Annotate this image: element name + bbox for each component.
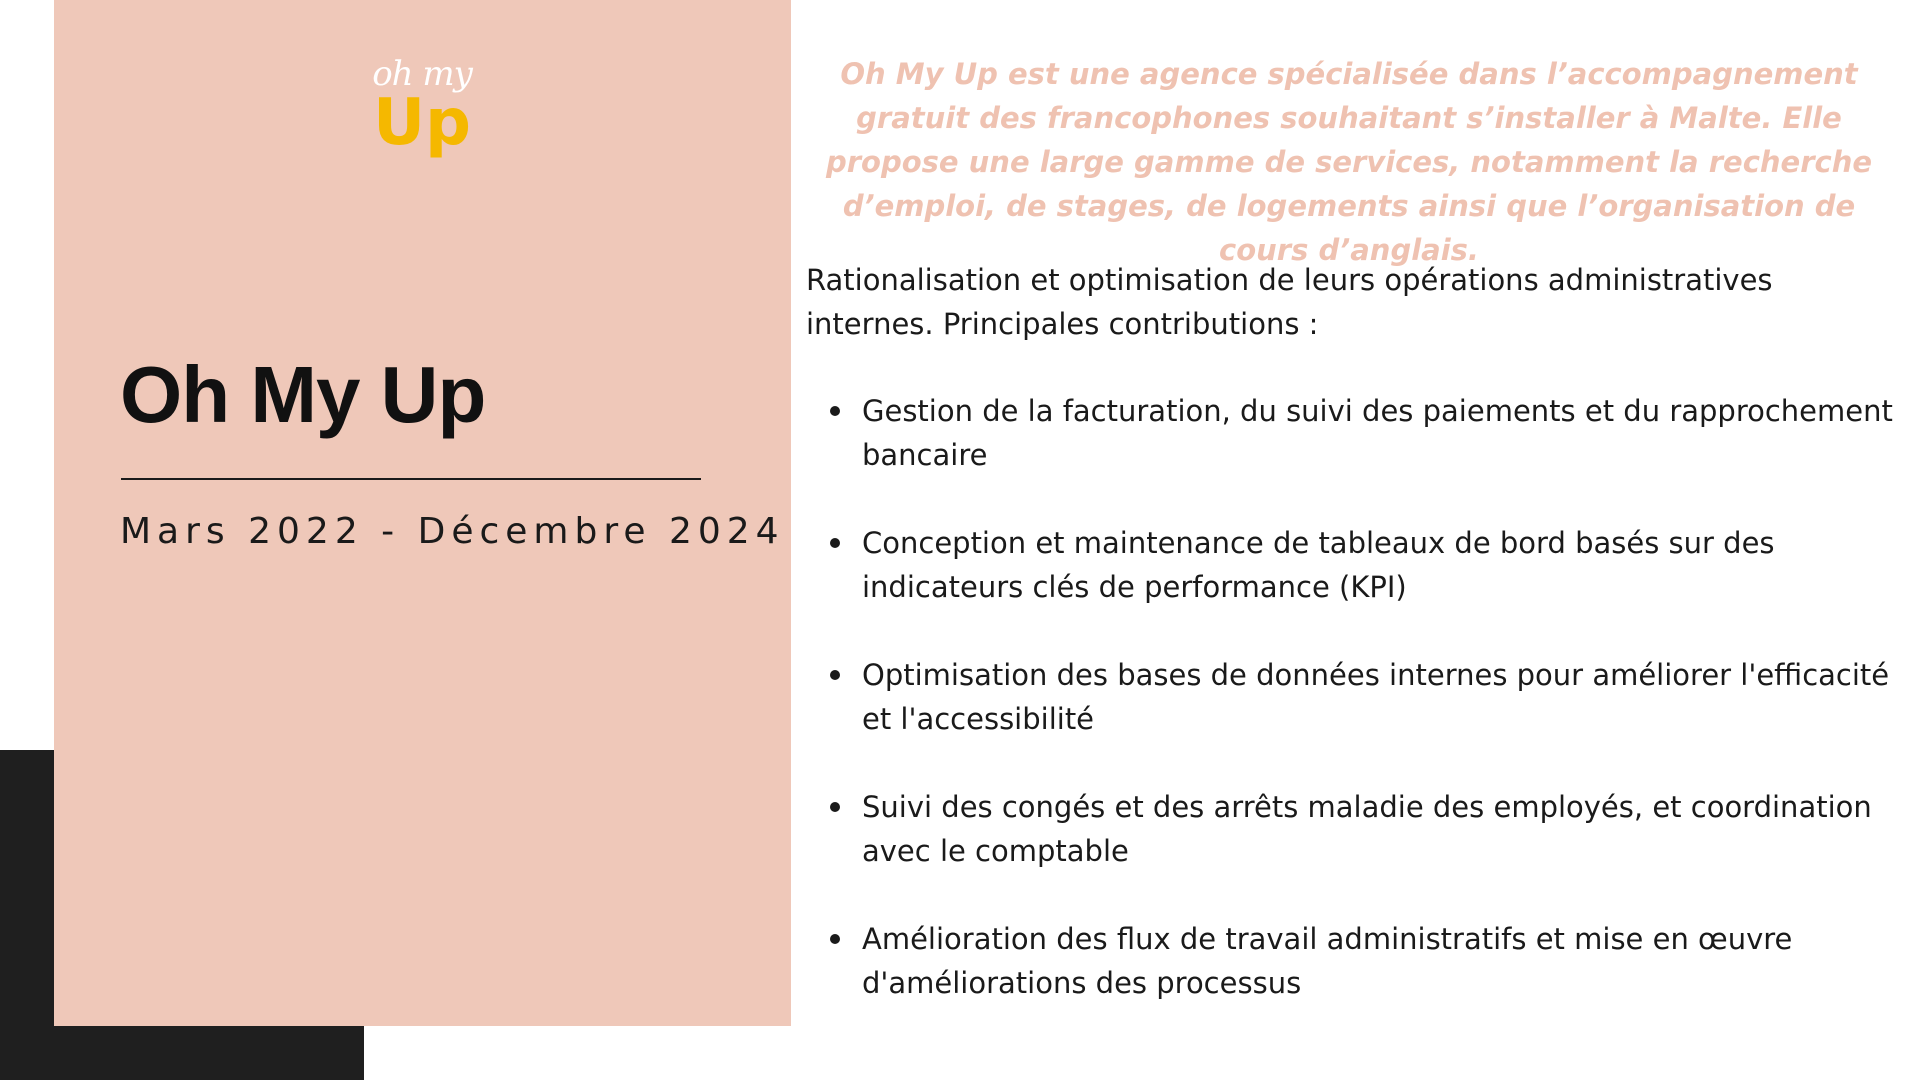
contribution-text: Amélioration des flux de travail administratifs et mise en œuvre d'améliorations des processus [862, 922, 1793, 1000]
contributions-list [806, 389, 1896, 1049]
bullet-icon [830, 538, 840, 548]
contribution-text: Conception et maintenance de tableaux de bord basés sur des indicateurs clés de performance (KPI) [862, 526, 1775, 604]
logo-main-text: Up [373, 86, 471, 160]
bullet-icon [830, 406, 840, 416]
contribution-text: Suivi des congés et des arrêts maladie des employés, et coordination avec le comptable [862, 790, 1872, 868]
list-item [806, 521, 1896, 609]
contribution-text: Gestion de la facturation, du suivi des paiements et du rapprochement bancaire [862, 394, 1893, 472]
list-item [806, 785, 1896, 873]
bullet-icon [830, 934, 840, 944]
bullet-icon [830, 670, 840, 680]
contribution-text: Optimisation des bases de données internes pour améliorer l'efficacité et l'accessibilité [862, 658, 1890, 736]
company-logo [372, 54, 472, 174]
title-divider [121, 478, 701, 480]
list-item [806, 917, 1896, 1005]
list-item [806, 653, 1896, 741]
list-item [806, 389, 1896, 477]
logo-top-text: oh my [372, 54, 472, 94]
bullet-icon [830, 802, 840, 812]
company-intro: Oh My Up est une agence spécialisée dans l’accompagnement gratuit des francophones souhaitant s’installer à Malte. Elle propose une large gamme de services, notamment la recherche d’emploi, de stages, de logements ainsi que l’organisation de cours d’anglais. [825, 57, 1873, 267]
company-title: Oh My Up [120, 350, 486, 439]
role-summary: Rationalisation et optimisation de leurs opérations administratives internes. Principales contributions : [806, 263, 1773, 341]
employment-date-range: Mars 2022 - Décembre 2024 [120, 511, 785, 552]
